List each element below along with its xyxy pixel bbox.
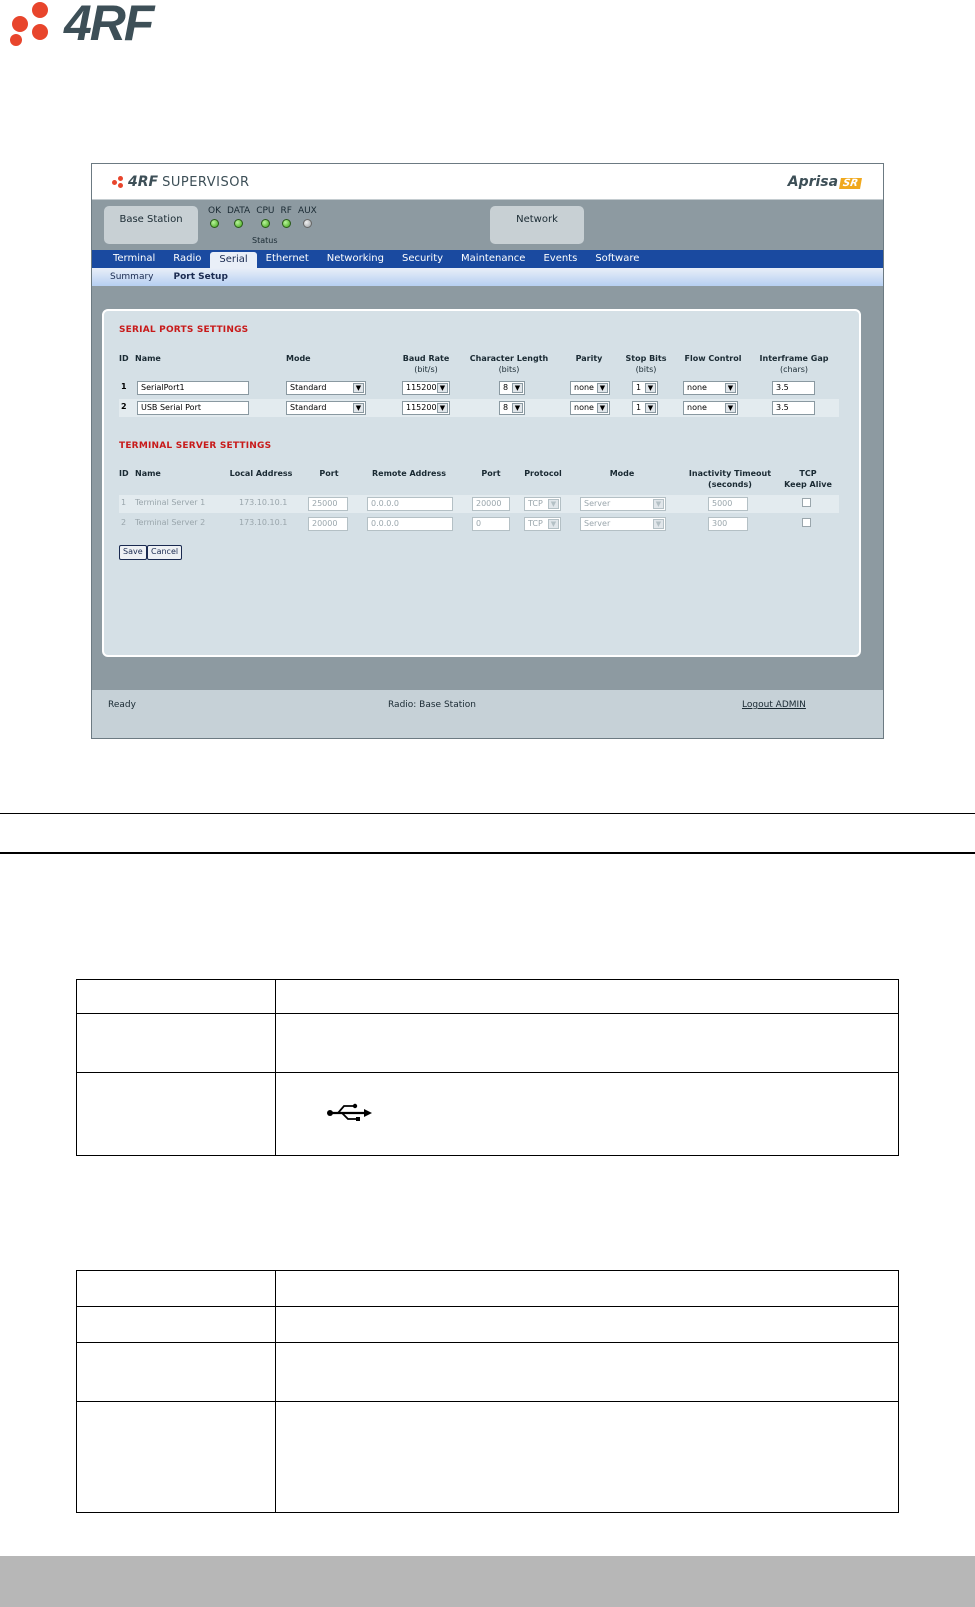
- terminal-row: 2 Terminal Server 2 173.10.10.1 20000 0.0.0.0 0 TCP ▼ Server ▼ 300: [119, 515, 839, 533]
- app-brand: 4RF: [128, 174, 159, 190]
- app-header: [92, 164, 883, 200]
- divider: [0, 852, 975, 854]
- led-on-icon: [210, 219, 219, 228]
- led-on-icon: [261, 219, 270, 228]
- chevron-down-icon: ▼: [437, 403, 448, 413]
- sub-nav: [92, 268, 883, 286]
- doc-table-2: [76, 1270, 899, 1513]
- supervisor-screenshot: [91, 163, 884, 739]
- keep-alive-checkbox[interactable]: [802, 518, 811, 527]
- mini-logo-dots-icon: [112, 176, 126, 188]
- tab-networking[interactable]: Networking: [326, 253, 384, 264]
- document-footer-bar: [0, 1556, 975, 1607]
- keep-alive-checkbox[interactable]: [802, 498, 811, 507]
- char-length-select[interactable]: 8 ▼: [499, 381, 525, 395]
- tab-security[interactable]: Security: [401, 253, 444, 264]
- baud-rate-select[interactable]: 115200 ▼: [402, 381, 450, 395]
- led-aux: AUX: [298, 206, 317, 228]
- divider: [0, 813, 975, 814]
- flow-control-select[interactable]: none ▼: [683, 381, 738, 395]
- remote-address-input[interactable]: 0.0.0.0: [367, 497, 453, 511]
- network-box[interactable]: Network: [490, 206, 584, 244]
- status-area: [92, 200, 883, 250]
- app-product: SUPERVISOR: [162, 174, 250, 190]
- tab-ethernet[interactable]: Ethernet: [265, 253, 309, 264]
- terminal-row: 1 Terminal Server 1 173.10.10.1 25000 0.0.0.0 20000 TCP ▼ Server ▼ 5000: [119, 495, 839, 513]
- save-button[interactable]: Save: [119, 545, 147, 560]
- tab-terminal[interactable]: Terminal: [113, 253, 156, 264]
- status-bar: [92, 690, 883, 739]
- terminal-mode-select[interactable]: Server ▼: [580, 497, 666, 511]
- radio-text: Radio: Base Station: [388, 700, 476, 710]
- led-ok: OK: [208, 206, 221, 228]
- tab-radio[interactable]: Radio: [173, 253, 202, 264]
- aprisa-badge: SR: [839, 178, 862, 189]
- serial-name-input[interactable]: USB Serial Port: [137, 401, 249, 415]
- led-on-icon: [234, 219, 243, 228]
- tab-events[interactable]: Events: [543, 253, 578, 264]
- serial-row: 1 SerialPort1 Standard ▼ 115200 ▼ 8 ▼ none ▼ 1 ▼ none ▼ 3.5: [119, 379, 839, 397]
- parity-select[interactable]: none ▼: [570, 401, 610, 415]
- tab-serial[interactable]: Serial: [210, 252, 256, 268]
- tab-software[interactable]: Software: [595, 253, 640, 264]
- subtab-summary[interactable]: Summary: [110, 272, 154, 282]
- subtab-port-setup[interactable]: Port Setup: [173, 272, 228, 282]
- led-rf: RF: [281, 206, 292, 228]
- serial-name-input[interactable]: SerialPort1: [137, 381, 249, 395]
- serial-mode-select[interactable]: Standard ▼: [286, 401, 366, 415]
- chevron-down-icon: ▼: [645, 403, 656, 413]
- char-length-select[interactable]: 8 ▼: [499, 401, 525, 415]
- chevron-down-icon: ▼: [653, 519, 664, 529]
- serial-row: 2 USB Serial Port Standard ▼ 115200 ▼ 8 ▼ none ▼ 1 ▼ none ▼ 3.5: [119, 399, 839, 417]
- chevron-down-icon: ▼: [353, 403, 364, 413]
- interframe-gap-input[interactable]: 3.5: [772, 381, 815, 395]
- local-port-input[interactable]: 25000: [308, 497, 348, 511]
- tab-maintenance[interactable]: Maintenance: [461, 253, 526, 264]
- chevron-down-icon: ▼: [725, 403, 736, 413]
- chevron-down-icon: ▼: [437, 383, 448, 393]
- terminal-mode-select[interactable]: Server ▼: [580, 517, 666, 531]
- station-box[interactable]: Base Station: [104, 206, 198, 244]
- local-port-input[interactable]: 20000: [308, 517, 348, 531]
- supervisor-logo: [112, 174, 249, 190]
- chevron-down-icon: ▼: [645, 383, 656, 393]
- document-logo: [10, 0, 153, 51]
- baud-rate-select[interactable]: 115200 ▼: [402, 401, 450, 415]
- stop-bits-select[interactable]: 1 ▼: [632, 381, 658, 395]
- remote-port-input[interactable]: 20000: [472, 497, 510, 511]
- chevron-down-icon: ▼: [597, 403, 608, 413]
- remote-port-input[interactable]: 0: [472, 517, 510, 531]
- terminal-table-header: ID Name Local Address Port Remote Address Port Protocol Mode Inactivity Timeout (seconds) TCP Keep Alive: [119, 469, 832, 489]
- interframe-gap-input[interactable]: 3.5: [772, 401, 815, 415]
- parity-select[interactable]: none ▼: [570, 381, 610, 395]
- status-leds: [208, 206, 317, 228]
- usb-icon: [326, 1103, 376, 1123]
- led-data: DATA: [227, 206, 250, 228]
- serial-mode-select[interactable]: Standard ▼: [286, 381, 366, 395]
- settings-panel: [102, 309, 861, 657]
- main-nav: [92, 250, 883, 268]
- remote-address-input[interactable]: 0.0.0.0: [367, 517, 453, 531]
- chevron-down-icon: ▼: [597, 383, 608, 393]
- terminal-section-title: TERMINAL SERVER SETTINGS: [119, 441, 272, 451]
- status-text: Ready: [108, 700, 136, 710]
- chevron-down-icon: ▼: [653, 499, 664, 509]
- document-brand: 4RF: [64, 0, 153, 51]
- cancel-button[interactable]: Cancel: [147, 545, 182, 560]
- protocol-select[interactable]: TCP ▼: [524, 517, 561, 531]
- chevron-down-icon: ▼: [548, 519, 559, 529]
- serial-table-header: ID Name Mode Baud Rate (bit/s) Character Length (bits) Parity Stop Bits (bits) Flow Control Interframe Gap (chars): [119, 354, 829, 374]
- led-off-icon: [303, 219, 312, 228]
- logo-dots-icon: [10, 0, 62, 46]
- serial-section-title: SERIAL PORTS SETTINGS: [119, 325, 249, 335]
- chevron-down-icon: ▼: [512, 403, 523, 413]
- inactivity-timeout-input[interactable]: 300: [708, 517, 748, 531]
- led-cpu: CPU: [256, 206, 274, 228]
- led-on-icon: [282, 219, 291, 228]
- chevron-down-icon: ▼: [353, 383, 364, 393]
- flow-control-select[interactable]: none ▼: [683, 401, 738, 415]
- protocol-select[interactable]: TCP ▼: [524, 497, 561, 511]
- doc-table-1: [76, 979, 899, 1156]
- chevron-down-icon: ▼: [725, 383, 736, 393]
- chevron-down-icon: ▼: [548, 499, 559, 509]
- logout-link[interactable]: Logout ADMIN: [742, 700, 806, 710]
- aprisa-logo: [788, 174, 861, 190]
- status-label: Status: [252, 236, 278, 245]
- stop-bits-select[interactable]: 1 ▼: [632, 401, 658, 415]
- aprisa-name: Aprisa: [787, 174, 839, 190]
- chevron-down-icon: ▼: [512, 383, 523, 393]
- inactivity-timeout-input[interactable]: 5000: [708, 497, 748, 511]
